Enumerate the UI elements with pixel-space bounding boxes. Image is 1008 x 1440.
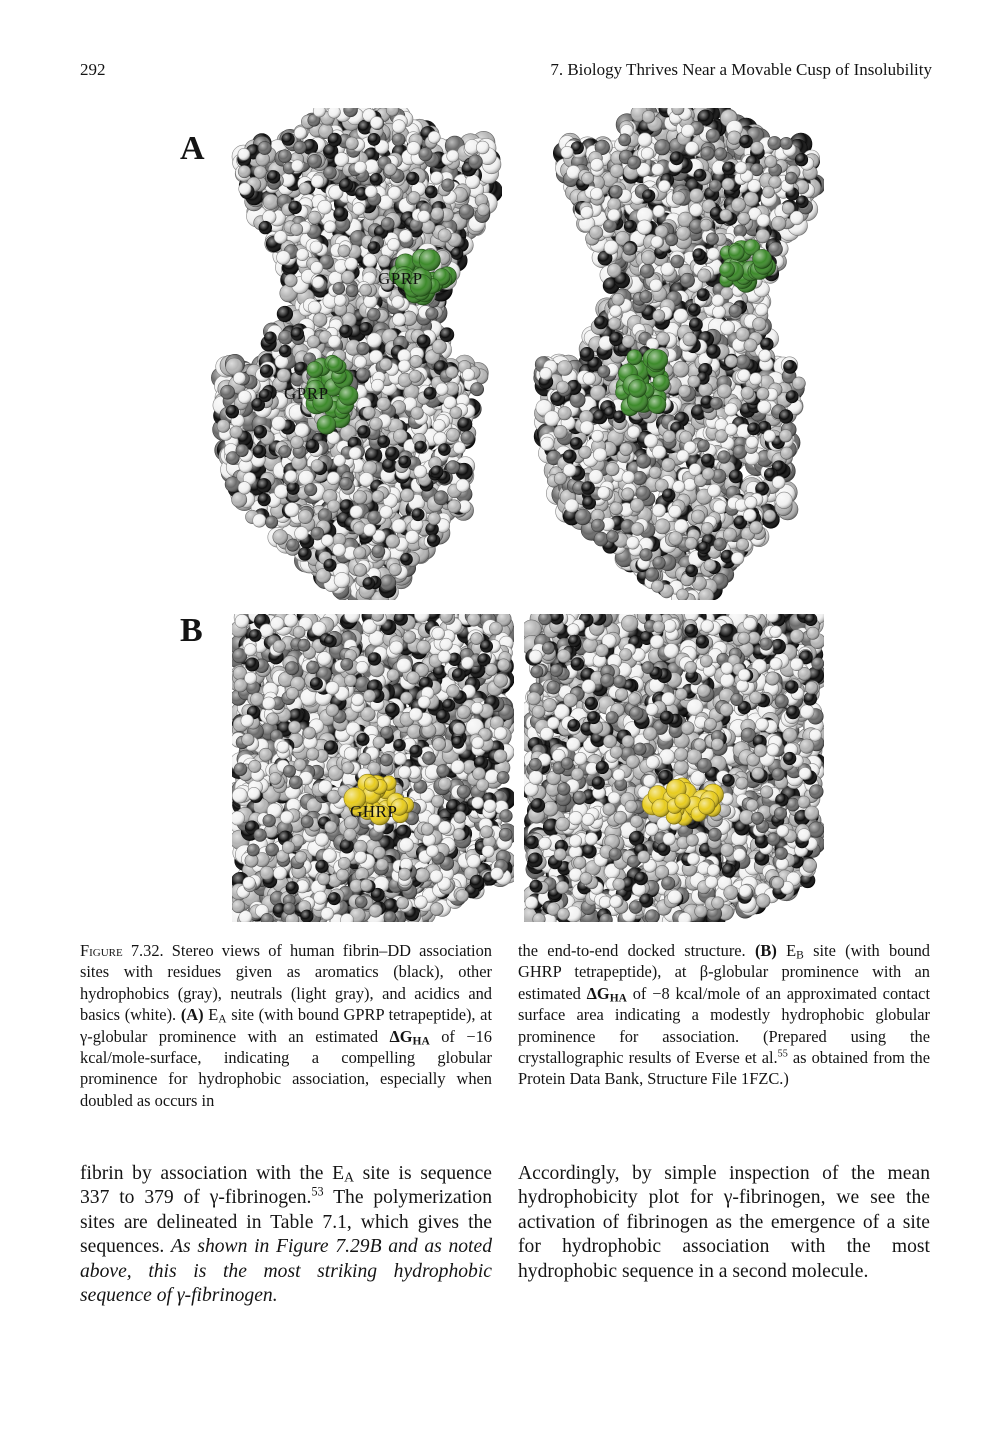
panel-label-a: A [180, 130, 205, 167]
caption-text: the end-to-end docked structure. [518, 941, 746, 960]
protein-a-right [524, 108, 824, 600]
reference-53: 53 [311, 1184, 324, 1199]
figure-number: Figure 7.32. [80, 941, 164, 960]
page-number: 292 [80, 60, 106, 79]
protein-a-left [202, 108, 502, 600]
body-paragraph: Accordingly, by simple inspection of the mean hydrophobicity plot for γ-fibrinogen, we see the activation of fibrinogen as the emergence of a site for hydrophobic association with the most hydrophobic sequence in a second molecule. [518, 1163, 930, 1282]
body-paragraph: site is sequence 337 to 379 of γ-fibrinogen. [80, 1163, 492, 1209]
panel-b-marker: (B) [754, 941, 777, 960]
reference-55: 55 [777, 1048, 788, 1060]
body-paragraph: fibrin by association with the E [80, 1163, 345, 1184]
ea-subscript: A [344, 1169, 355, 1185]
caption-text: Stereo views of human fibrin–DD association sites with residues given as aromatics (black), other hydrophobics (gray), neutrals (light gray), and acidics and basics (white). [80, 941, 492, 1025]
caption-right-column [518, 940, 930, 1090]
caption-text: site (with bound GPRP tetrapeptide), at γ-globular prominence with an estimated [80, 1005, 493, 1046]
figure-7-32 [180, 108, 840, 923]
caption-left-column [80, 940, 492, 1111]
caption-text: of −16 kcal/mole-surface, indicating a compelling globular prominence for hydrophobic association, especially when doubled as occurs in [80, 1026, 492, 1110]
body-italic-sentence: As shown in Figure 7.29B and as noted above, this is the most striking hydrophobic sequence of γ-fibrinogen. [80, 1236, 492, 1307]
panel-label-b: B [180, 612, 203, 649]
ghrp-label: GHRP [350, 802, 398, 821]
protein-b-right [524, 614, 824, 922]
caption-text: site (with bound GHRP tetrapeptide), at β-globular prominence with an estimated [518, 941, 930, 1003]
ea-symbol: EA [208, 1005, 227, 1026]
gprp-label-lower: GPRP [284, 384, 329, 403]
body-paragraph: The polymerization sites are delineated in Table 7.1, which gives the sequences. [80, 1187, 493, 1258]
protein-b-left [232, 614, 514, 922]
body-right-column [518, 1162, 930, 1284]
panel-a-marker: (A) [180, 1005, 204, 1025]
running-title: 7. Biology Thrives Near a Movable Cusp of Insolubility [550, 60, 932, 79]
running-head [80, 60, 932, 84]
delta-g-symbol: ΔGHA [586, 983, 627, 1005]
caption-text: as obtained from the Protein Data Bank, Structure File 1FZC.) [518, 1048, 930, 1089]
eb-symbol: EB [786, 941, 804, 962]
delta-g-symbol: ΔGHA [389, 1026, 430, 1047]
gprp-label-upper: GPRP [378, 269, 423, 288]
caption-text: of −8 kcal/mole of an approximated contact surface area indicating a modestly hydrophobic globular prominence for association. (Prepared using the crystallographic results of Everse et al. [518, 983, 930, 1068]
body-left-column [80, 1162, 492, 1308]
